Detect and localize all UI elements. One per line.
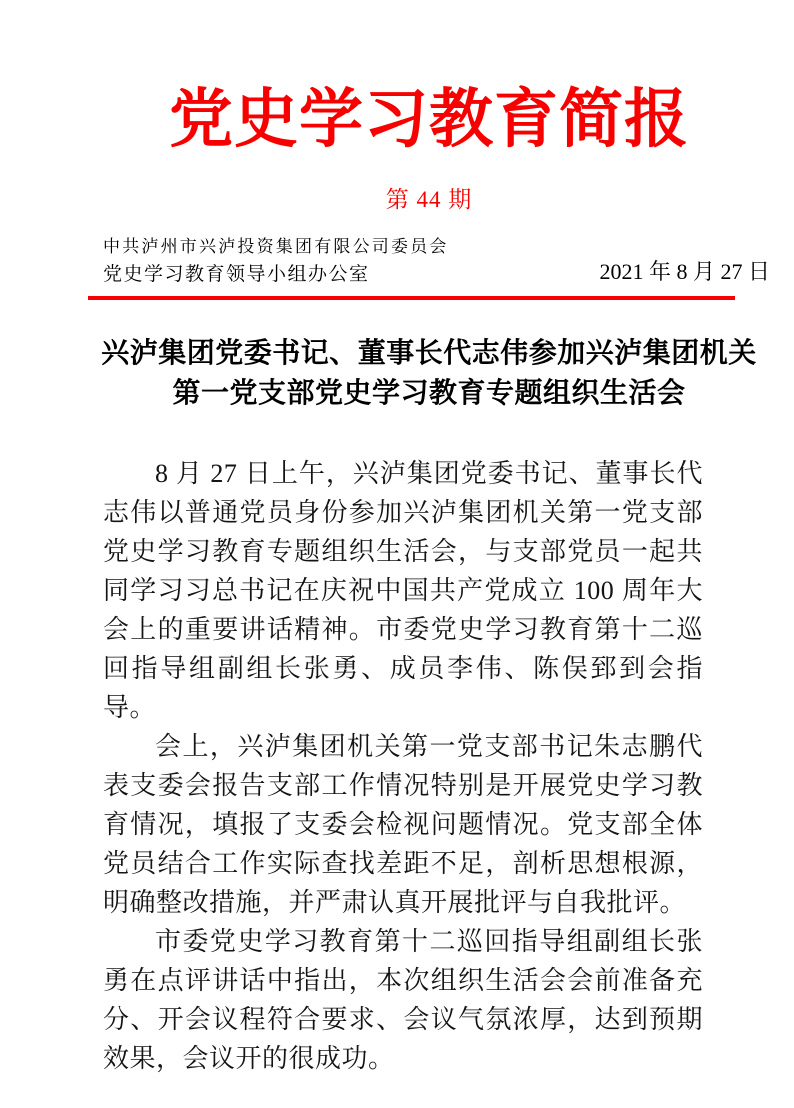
header-row: [88, 233, 770, 289]
article-body: [103, 454, 703, 1078]
issue-number: 第 44 期: [385, 186, 473, 212]
body-paragraph-3: 市委党史学习教育第十二巡回指导组副组长张勇在点评讲话中指出，本次组织生活会会前准备充分、开会议程符合要求、会议气氛浓厚，达到预期效果，会议开的很成功。: [103, 926, 703, 1073]
org-name-line-2: 党史学习教育领导小组办公室: [103, 263, 370, 285]
issuing-org-block: [88, 233, 449, 289]
article-headline: [88, 334, 770, 414]
body-paragraph-2: 会上，兴泸集团机关第一党支部书记朱志鹏代表支委会报告支部工作情况特别是开展党史学习教育情况，填报了支委会检视问题情况。党支部全体党员结合工作实际查找差距不足，剖析思想根源，明确整改措施，并严肃认真开展批评与自我批评。: [103, 731, 703, 917]
headline-line-1: 兴泸集团党委书记、董事长代志伟参加兴泸集团机关: [101, 337, 757, 369]
headline-line-2: 第一党支部党史学习教育专题组织生活会: [172, 377, 686, 409]
masthead-title: 党史学习教育简报: [169, 84, 689, 155]
issue-date: 2021 年 8 月 27 日: [599, 258, 770, 284]
body-paragraph-1: 8 月 27 日上午，兴泸集团党委书记、董事长代志伟以普通党员身份参加兴泸集团机关第一党支部党史学习教育专题组织生活会，与支部党员一起共同学习习总书记在庆祝中国共产党成立 100 周年大会上的重要讲话精神。市委党史学习教育第十二巡回指导组副组长张勇、成员李伟、陈俣郅到会指导。: [103, 458, 703, 722]
org-name-line-1: 中共泸州市兴泸投资集团有限公司委员会: [103, 236, 449, 256]
red-divider-rule: [88, 296, 735, 300]
